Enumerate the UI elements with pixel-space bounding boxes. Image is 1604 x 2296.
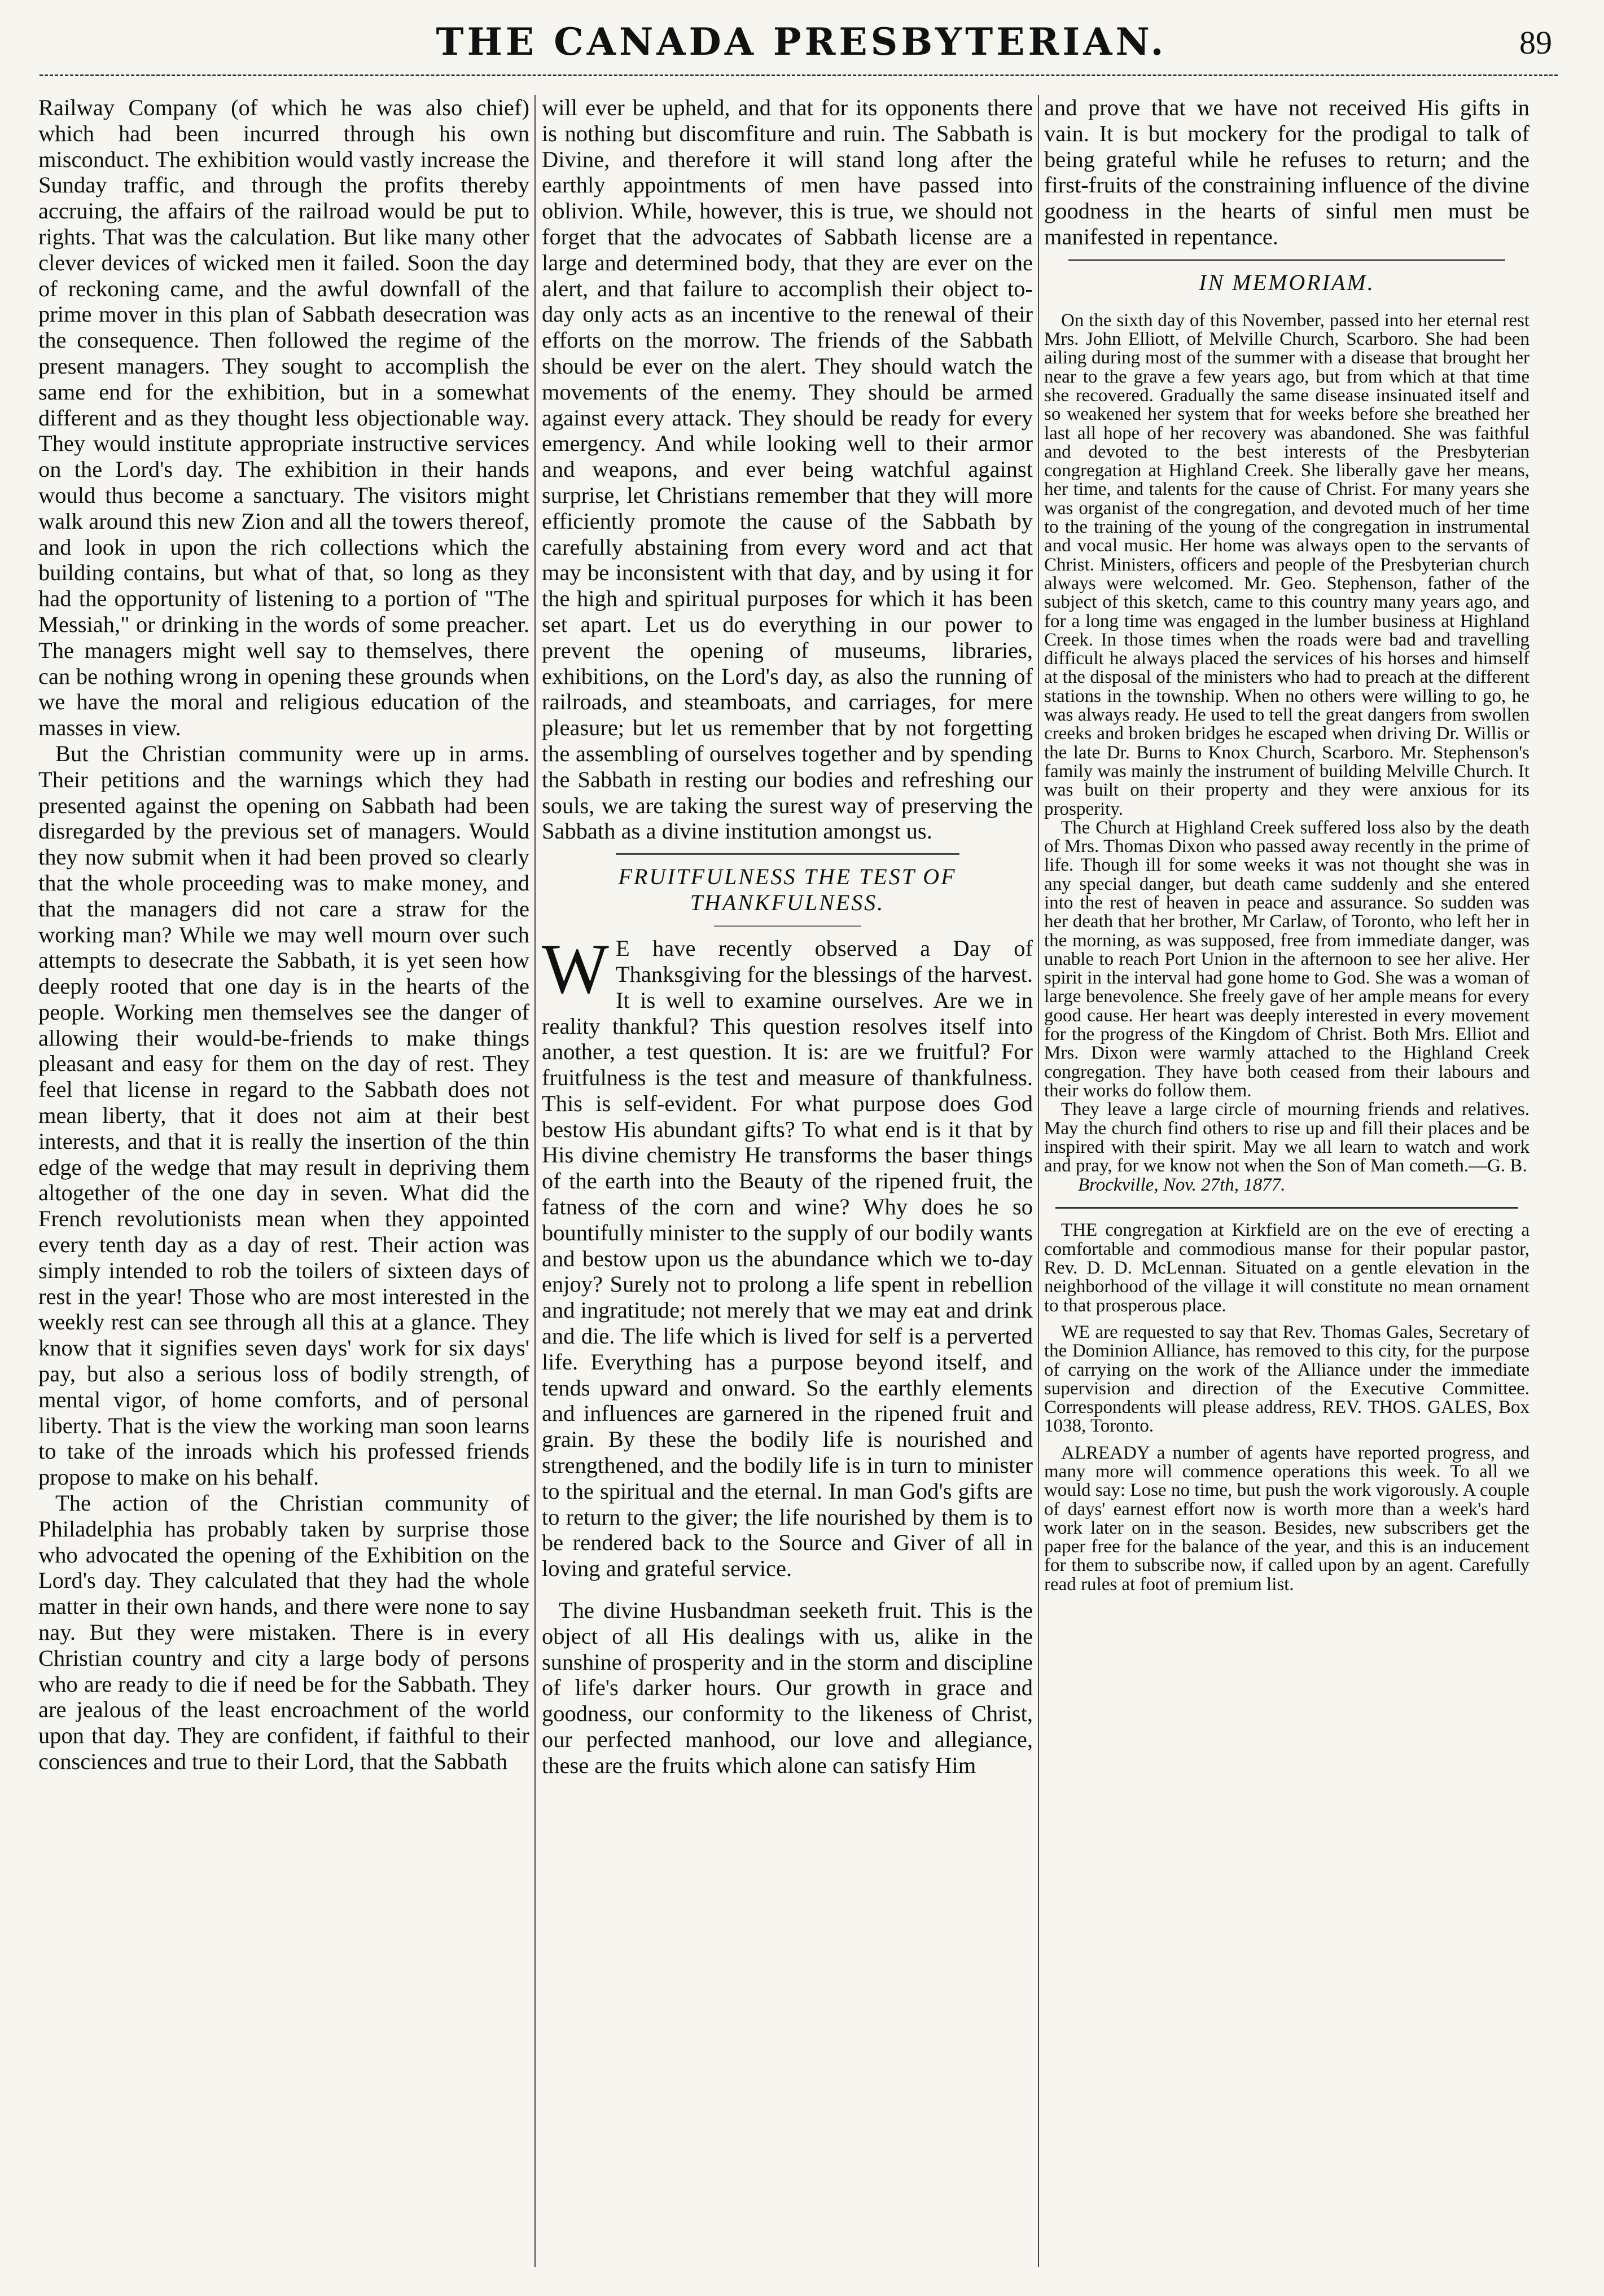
memoriam-signature: Brockville, Nov. 27th, 1877. <box>1078 1175 1286 1196</box>
header-rule <box>40 74 1558 76</box>
section-ornament <box>714 925 861 927</box>
spacer <box>542 1582 1033 1597</box>
column-3 <box>1044 95 1530 2273</box>
article-paragraph: Railway Company (of which he was also chief) which had been incurred through his own misconduct. The exhibition would vastly increase the Sunday traffic, and through the profits thereby accruing, the affairs of the railroad would be put to rights. That was the calculation. But like many other clever devices of wicked men it failed. Soon the day of reckoning came, and the awful downfall of the prime mover in this plan of Sabbath desecration was the consequence. Then followed the regime of the present managers. They sought to accomplish the same end for the exhibition, but in a somewhat different and as they thought less objectionable way. They would institute appropriate instructive services on the Lord's day. The exhibition in their hands would thus become a sanctuary. The visitors might walk around this new Zion and all the towers thereof, and look in upon the rich collections which the building contains, but what of that, so long as they had the opportunity of listening to a portion of "The Messiah," or drinking in the words of some preacher. The managers might well say to themselves, there can be nothing wrong in opening these grounds when we have the moral and religious education of the masses in view. <box>38 95 529 741</box>
article-paragraph: But the Christian community were up in arms. Their petitions and the warnings which they had presented against the opening on Sabbath had been disregarded by the previous set of managers. Would they now submit when it had been proved so clearly that the whole proceeding was to make money, and that the managers did not care a straw for the working man? While we may well mourn over such attempts to desecrate the Sabbath, it is yet seen how deeply rooted that one day is in the hearts of the people. Working men themselves see the danger of allowing their would-be-friends to make things pleasant and easy for them on the day of rest. They feel that license in regard to the Sabbath does not mean liberty, that it does not aim at their best interests, and that it is really the insertion of the thin edge of the wedge that may result in depriving them altogether of the one day in seven. What did the French revolutionists mean when they appointed every tenth day as a day of rest. Their action was simply intended to rob the toilers of sixteen days of rest in the year! Those who are most interested in the weekly rest can see through all this at a glance. They know that it signifies seven days' work for six days' pay, but also a serious loss of bodily strength, of mental vigor, of home comforts, and of personal liberty. That is the view the working man soon learns to take of the inroads which his professed friends propose to make on his behalf. <box>38 740 529 1490</box>
column-2 <box>542 95 1033 2273</box>
drop-cap: W <box>542 930 609 1009</box>
column-divider <box>1038 95 1039 2267</box>
column-1 <box>38 95 529 2273</box>
section-rule <box>1055 1207 1518 1209</box>
article-heading: FRUITFULNESS THE TEST OF THANKFULNESS. <box>618 864 957 916</box>
article-paragraph: and prove that we have not received His gifts in vain. It is but mockery for the prodigal to talk of being grateful while he refuses to return; and the first-fruits of the constraining influence of the divine goodness in the hearts of sinful men must be manifested in repentance. <box>1044 95 1530 249</box>
article-text: E have recently observed a Day of Thanksgiving for the blessings of the harvest. It is well to examine ourselves. Are we in reality thankful? This question resolves itself into another, a test question. It is: are we fruitful? For fruitfulness is the test and measure of thankfulness. This is self-evident. For what purpose does God bestow His abundant gifts? To what end is it that by His divine chemistry He transforms the baser things of the earth into the Beauty of the ripened fruit, the fatness of the corn and wine? Why does he so bountifully minister to the supply of our bodily wants and bestow upon us the abundance which we to-day enjoy? Surely not to prolong a life spent in rebellion and ingratitude; not merely that we may eat and drink and die. The life which is lived for self is a perverted life. Everything has a purpose beyond itself, and tends upward and onward. So the earthly elements and influences are garnered in the ripened fruit and grain. By these the bodily life is nourished and strengthened, and the bodily life is in turn to minister to the spiritual and the eternal. In man God's gifts are to return to the giver; the life nourished by them is to be rendered back to the Source and Giver of all in loving and grateful service. <box>542 936 1033 1582</box>
memoriam-paragraph: The Church at Highland Creek suffered loss also by the death of Mrs. Thomas Dixon who passed away recently in the prime of life. Though ill for some weeks it was not thought she was in any special danger, but death came suddenly and she entered into the rest of heaven in peace and assurance. So sudden was her death that her brother, Mr Carlaw, of Toronto, who left her in the morning, as was supposed, free from immediate danger, was unable to reach Port Union in the afternoon to see her alive. Her spirit in the interval had gone home to God. She was a woman of large benevolence. She freely gave of her ample means for every good cause. Her heart was deeply interested in every movement for the progress of the Kingdom of Christ. Both Mrs. Elliot and Mrs. Dixon were warmly attached to the Highland Creek congregation. They have both ceased from their labours and their works do follow them. <box>1044 817 1530 1101</box>
news-item: THE congregation at Kirkfield are on the eve of erecting a comfortable and commodious manse for their popular pastor, Rev. D. D. McLennan. Situated on a gentle elevation in the neighborhood of the village it will constitute no mean ornament to that prosperous place. <box>1044 1220 1530 1316</box>
column-divider <box>534 95 536 2267</box>
spacer <box>1044 296 1530 311</box>
newspaper-title: THE CANADA PRESBYTERIAN. <box>436 20 1167 64</box>
memoriam-paragraph: On the sixth day of this November, passed into her eternal rest Mrs. John Elliott, of Melville Church, Scarboro. She had been ailing during most of the summer with a disease that brought her near to the grave a few years ago, but from which at that time she recovered. Gradually the same disease insinuated itself and so weakened her system that for weeks before she breathed her last all hope of her recovery was abandoned. She was faithful and devoted to the best interests of the Presbyterian congregation at Highland Creek. She liberally gave her means, her time, and talents for the cause of Christ. For many years she was organist of the congregation, and devoted much of her time to the training of the young of the congregation in instrumental and vocal music. Her home was always open to the servants of Christ. Ministers, officers and people of the Presbyterian church always were welcomed. Mr. Geo. Stephenson, father of the subject of this sketch, came to this country many years ago, and for a long time was engaged in the lumber business at Highland Creek. In those times when the roads were bad and travelling difficult he always placed the services of his horses and himself at the disposal of the ministers who had to preach at the different stations in the township. When no others were willing to go, he was always ready. He used to tell the great dangers from swollen creeks and broken bridges he escaped when driving Dr. Willis or the late Dr. Burns to Knox Church, Scarboro. Mr. Stephenson's family was mainly the instrument of building Melville Church. It was built on their property and they were anxious for its prosperity. <box>1044 310 1530 819</box>
memoriam-heading: IN MEMORIAM. <box>1199 269 1375 295</box>
news-item: WE are requested to say that Rev. Thomas Gales, Secretary of the Dominion Alliance, has removed to this city, for the purpose of carrying on the work of the Alliance under the immediate supervision and direction of the Executive Committee. Correspondents will please address, REV. THOS. GALES, Box 1038, Toronto. <box>1044 1322 1530 1437</box>
article-paragraph: The action of the Christian community of Philadelphia has probably taken by surprise those who advocated the opening of the Exhibition on the Lord's day. They calculated that they had the whole matter in their own hands, and there were none to say nay. But they were mistaken. There is in every Christian country and city a large body of persons who are ready to die if need be for the Sabbath. They are jealous of the least encroachment of the world upon that day. They are confident, if faithful to their consciences and true to their Lord, that the Sabbath <box>38 1490 529 1774</box>
article-paragraph <box>542 930 1033 1582</box>
article-paragraph: will ever be upheld, and that for its opponents there is nothing but discomfiture and ruin. The Sabbath is Divine, and therefore it will stand long after the earthly appointments of men have passed into oblivion. While, however, this is true, we should not forget that the advocates of Sabbath license are a large and determined body, that they are ever on the alert, and that failure to accomplish their object to-day only acts as an incentive to the renewal of their efforts on the morrow. The friends of the Sabbath should be ever on the alert. They should watch the movements of the enemy. They should be armed against every attack. They should be ready for every emergency. And while looking well to their armor and weapons, and ever being watchful against surprise, let Christians remember that they will more efficiently promote the cause of the Sabbath by carefully abstaining from every word and act that may be inconsistent with that day, and by using it for the high and spiritual purposes for which it has been set apart. Let us do everything in our power to prevent the opening of museums, libraries, exhibitions, on the Lord's day, as also the running of railroads, and steamboats, and carriages, for mere pleasure; but let us remember that by not forgetting the assembling of ourselves together and by spending the Sabbath in resting our bodies and refreshing our souls, we are taking the surest way of preserving the Sabbath as a divine institution amongst us. <box>542 95 1033 844</box>
page-number: 89 <box>1519 24 1552 61</box>
article-paragraph: The divine Husbandman seeketh fruit. This is the object of all His dealings with us, alike in the sunshine of prosperity and in the storm and discipline of life's darker hours. Our growth in grace and goodness, our conformity to the likeness of Christ, our perfected manhood, our love and allegiance, these are the fruits which alone can satisfy Him <box>542 1597 1033 1778</box>
section-ornament <box>1068 259 1505 261</box>
news-item: ALREADY a number of agents have reported progress, and many more will commence operations this week. To all we would say: Lose no time, but push the work vigorously. A couple of days' earnest effort now is worth more than a week's hard work later on in the season. Besides, new subscribers get the paper free for the balance of the year, and this is an inducement for them to subscribe now, if called upon by an agent. Carefully read rules at foot of premium list. <box>1044 1442 1530 1595</box>
masthead <box>40 17 1563 79</box>
memoriam-paragraph: They leave a large circle of mourning friends and relatives. May the church find others to rise up and fill their places and be inspired with their spirit. May we all learn to watch and work and pray, for we know not when the Son of Man cometh.—G. B. <box>1044 1099 1530 1176</box>
section-ornament <box>616 853 959 855</box>
